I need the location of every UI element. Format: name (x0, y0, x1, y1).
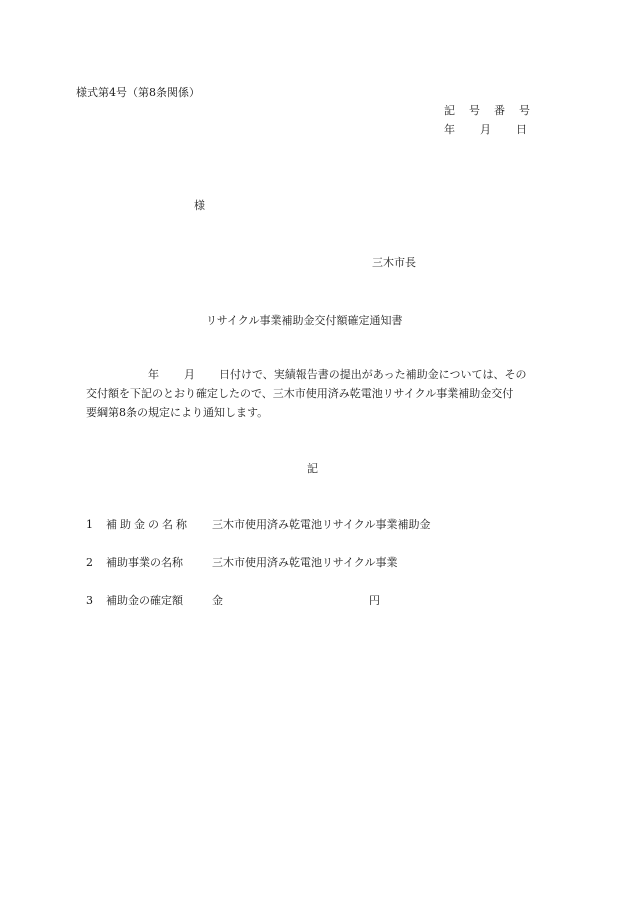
item-label: 補助事業の名称 (106, 556, 183, 569)
reference-date-year: 年 (444, 123, 455, 136)
form-label: 様式第4号（第8条関係） (76, 86, 200, 99)
recipient-honorific: 様 (194, 199, 205, 212)
body-text-line: 要綱第8条の規定により通知します。 (86, 406, 269, 419)
list-item (86, 594, 380, 608)
reference-number-char: 番 (494, 104, 505, 117)
list-item (86, 518, 430, 532)
body-text-line (86, 368, 526, 382)
issuer-name: 三木市長 (372, 256, 416, 269)
list-item (86, 556, 397, 570)
body-line-1-text: 日付けで、実績報告書の提出があった補助金については、その (219, 368, 527, 381)
reference-number-char: 号 (519, 104, 530, 117)
body-text-line: 交付額を下記のとおり確定したので、三木市使用済み乾電池リサイクル事業補助金交付 (86, 387, 514, 400)
item-value-suffix: 円 (369, 594, 380, 607)
item-number: 1 (86, 518, 93, 531)
reference-number (444, 104, 544, 118)
item-label: 補助金の名称 (106, 518, 190, 531)
item-value-prefix: 金 (212, 594, 223, 607)
item-number: 2 (86, 556, 93, 569)
reference-date-month: 月 (480, 123, 491, 136)
item-label: 補助金の確定額 (106, 594, 183, 607)
document-title: リサイクル事業補助金交付額確定通知書 (206, 314, 403, 327)
reference-date-day: 日 (516, 123, 527, 136)
body-date-year: 年 (148, 368, 159, 381)
item-number: 3 (86, 594, 93, 607)
item-value: 三木市使用済み乾電池リサイクル事業 (212, 556, 398, 569)
item-value: 三木市使用済み乾電池リサイクル事業補助金 (212, 518, 431, 531)
reference-number-char: 号 (469, 104, 480, 117)
ki-heading: 記 (307, 462, 318, 475)
body-date-month: 月 (184, 368, 195, 381)
reference-date (444, 123, 552, 137)
reference-number-char: 記 (444, 104, 455, 117)
